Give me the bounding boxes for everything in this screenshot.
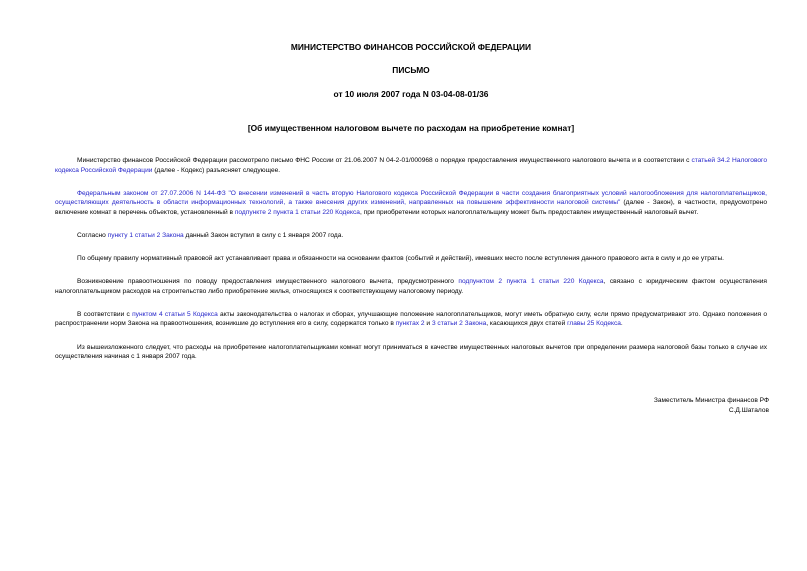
link-federal-law-144[interactable]: Федеральным законом от 27.07.2006 N 144-ФЗ "О внесении изменений в часть вторую Налогового кодекса Российской Федерации в части создания благоприятных условий налогообложения для налогоплательщиков, осуществляющих деятельность в области информационных технологий, а также внесения других изменений, направленных на повышение эффективности налоговой системы" [55, 189, 767, 207]
link-points-2[interactable]: пунктах 2 [395, 320, 425, 328]
paragraph-6 [55, 310, 767, 329]
paragraph-7 [55, 343, 767, 362]
link-subparagraph-2-article-220[interactable]: подпункте 2 пункта 1 статьи 220 Кодекса [234, 208, 360, 216]
document-title: [Об имущественном налоговом вычете по расходам на приобретение комнат] [247, 123, 575, 133]
link-chapter-25[interactable]: главы 25 Кодекса [567, 320, 621, 328]
paragraph-text: и [424, 320, 432, 328]
paragraph-text: , при приобретении которых налогоплательщику может быть предоставлен имущественный налоговый вычет. [359, 208, 699, 216]
paragraph-text: (далее - Закон), в частности, предусмотрено включение комнат в перечень объектов, установленный в [55, 199, 767, 216]
paragraph-2 [55, 189, 767, 218]
paragraph-3 [55, 231, 767, 241]
paragraph-4 [55, 254, 767, 264]
paragraph-text: В соответствии с [77, 310, 133, 318]
paragraph-text: Возникновение правоотношения по поводу предоставления имущественного налогового вычета, предусмотренного [77, 278, 459, 286]
paragraph-text: данный Закон вступил в силу с 1 января 2007 года. [183, 231, 344, 239]
paragraph-1 [55, 156, 767, 175]
signatory-position: Заместитель Министра финансов РФ [653, 397, 769, 404]
signature-block [654, 396, 769, 415]
paragraph-text: Из вышеизложенного следует, что расходы на приобретение налогоплательщиками комнат могут приниматься в качестве имущественных налоговых вычетов при определении размера налоговой базы только в случае их осуществления начиная с 1 января 2007 года. [55, 343, 767, 361]
paragraph-text: , касающихся двух статей [486, 320, 568, 328]
paragraph-text: Согласно [77, 231, 108, 239]
document-type-heading: ПИСЬМО [392, 65, 430, 75]
paragraph-text: По общему правилу нормативный правовой акт устанавливает права и обязанности на основании фактов (событий и действий), имевших место после вступления данного правового акта в силу и до ее утраты. [77, 255, 725, 263]
paragraph-text: . [620, 320, 623, 328]
link-point-1-article-2-law[interactable]: пункту 1 статьи 2 Закона [107, 231, 184, 239]
link-subparagraph-2-article-220[interactable]: подпунктом 2 пункта 1 статьи 220 Кодекса [458, 278, 604, 286]
paragraph-text: , связано с юридическим фактом осуществления налогоплательщиком расходов на строительство либо приобретение жилья, относящихся к соответствующему налоговому периоду. [55, 278, 768, 295]
paragraph-text: акты законодательства о налогах и сборах, улучшающие положение налогоплательщиков, могут иметь обратную силу, если прямо предусматривают это. Однако положения о распространении норм Закона на правоотношения, возникшие до вступления его в силу, содержатся только в [55, 310, 768, 328]
document-date-number: от 10 июля 2007 года N 03-04-08-01/36 [333, 89, 489, 99]
link-article-34-2[interactable]: статьей 34.2 Налогового кодекса Российской Федерации [55, 157, 767, 174]
signatory-name: С.Д.Шаталов [728, 406, 769, 414]
document-page [55, 42, 767, 375]
ministry-heading: МИНИСТЕРСТВО ФИНАНСОВ РОССИЙСКОЙ ФЕДЕРАЦИИ [290, 42, 532, 52]
link-point-4-article-5[interactable]: пунктом 4 статьи 5 Кодекса [132, 310, 218, 318]
document-body [55, 156, 767, 362]
link-point-3-article-2-law[interactable]: 3 статьи 2 Закона [431, 320, 487, 328]
paragraph-text: Министерство финансов Российской Федерации рассмотрело письмо ФНС России от 21.06.2007 N 04-2-01/000968 о порядке предоставления имущественного налогового вычета и в соответствии с [77, 157, 692, 164]
paragraph-5 [55, 277, 767, 296]
paragraph-text: (далее - Кодекс) разъясняет следующее. [152, 166, 281, 174]
